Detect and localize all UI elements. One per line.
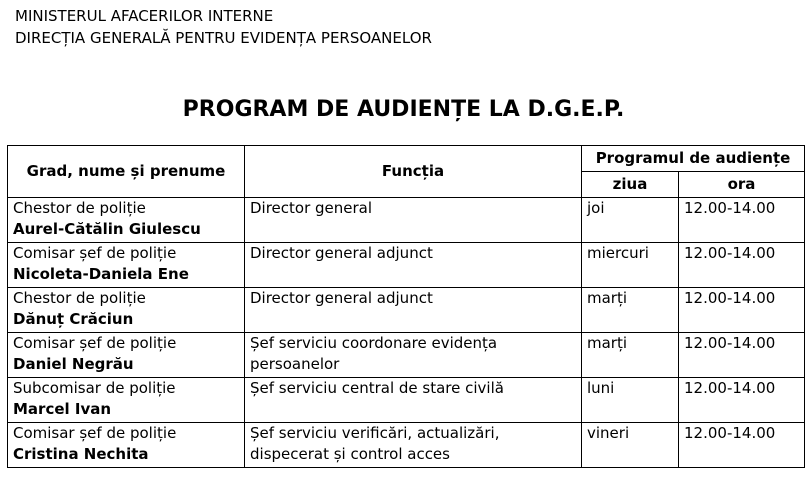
day-cell: joi: [582, 198, 679, 243]
hours-cell: 12.00-14.00: [679, 243, 805, 288]
person-name: Nicoleta-Daniela Ene: [13, 265, 189, 283]
column-header-hours: ora: [679, 172, 805, 198]
hours-cell: 12.00-14.00: [679, 423, 805, 468]
table-row: [8, 378, 805, 423]
name-cell: [8, 423, 245, 468]
column-header-program: Programul de audiențe: [582, 146, 805, 172]
column-header-function: Funcția: [245, 146, 582, 198]
function-cell: Director general: [245, 198, 582, 243]
hours-cell: 12.00-14.00: [679, 288, 805, 333]
rank-text: Chestor de poliție: [13, 289, 146, 307]
hours-cell: 12.00-14.00: [679, 198, 805, 243]
day-cell: miercuri: [582, 243, 679, 288]
directorate-name: DIRECȚIA GENERALĂ PENTRU EVIDENȚA PERSOANELOR: [15, 29, 432, 47]
table-row: [8, 423, 805, 468]
hours-cell: 12.00-14.00: [679, 378, 805, 423]
person-name: Cristina Nechita: [13, 445, 149, 463]
rank-text: Subcomisar de poliție: [13, 379, 176, 397]
person-name: Marcel Ivan: [13, 400, 112, 418]
name-cell: [8, 198, 245, 243]
name-cell: [8, 288, 245, 333]
name-cell: [8, 243, 245, 288]
function-cell: Șef serviciu coordonare evidența persoanelor: [245, 333, 582, 378]
table-row: [8, 198, 805, 243]
function-cell: Șef serviciu verificări, actualizări, dispecerat și control acces: [245, 423, 582, 468]
person-name: Dănuț Crăciun: [13, 310, 134, 328]
ministry-name: MINISTERUL AFACERILOR INTERNE: [15, 7, 274, 25]
day-cell: marți: [582, 333, 679, 378]
table-row: [8, 288, 805, 333]
column-header-day: ziua: [582, 172, 679, 198]
table-row: [8, 333, 805, 378]
audience-schedule-table: [7, 145, 805, 468]
table-row: [8, 243, 805, 288]
person-name: Aurel-Cătălin Giulescu: [13, 220, 201, 238]
rank-text: Chestor de poliție: [13, 199, 146, 217]
rank-text: Comisar șef de poliție: [13, 424, 177, 442]
rank-text: Comisar șef de poliție: [13, 244, 177, 262]
column-header-name: Grad, nume și prenume: [8, 146, 245, 198]
day-cell: marți: [582, 288, 679, 333]
person-name: Daniel Negrău: [13, 355, 134, 373]
day-cell: luni: [582, 378, 679, 423]
day-cell: vineri: [582, 423, 679, 468]
name-cell: [8, 378, 245, 423]
function-cell: Director general adjunct: [245, 243, 582, 288]
function-cell: Director general adjunct: [245, 288, 582, 333]
function-cell: Șef serviciu central de stare civilă: [245, 378, 582, 423]
page-title: PROGRAM DE AUDIENȚE LA D.G.E.P.: [182, 97, 625, 122]
rank-text: Comisar șef de poliție: [13, 334, 177, 352]
name-cell: [8, 333, 245, 378]
hours-cell: 12.00-14.00: [679, 333, 805, 378]
